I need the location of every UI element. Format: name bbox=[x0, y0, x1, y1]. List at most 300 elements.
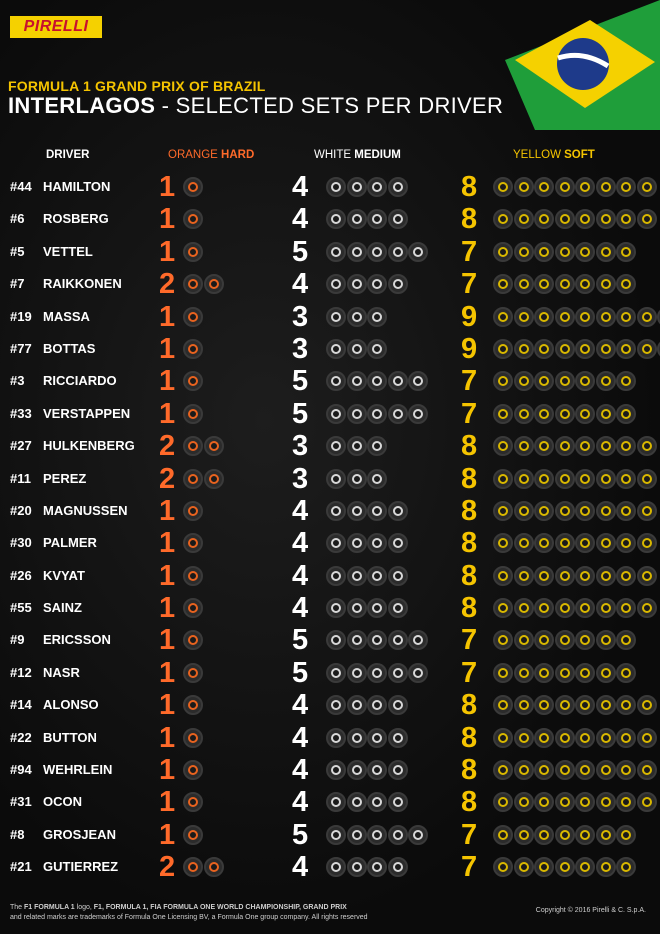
medium-tyre-icon bbox=[388, 404, 408, 424]
soft-count: 7 bbox=[461, 818, 478, 851]
soft-tyre-icon bbox=[493, 242, 513, 262]
hard-tyre-icon bbox=[183, 566, 203, 586]
medium-tyre-icon bbox=[388, 630, 408, 650]
driver-label bbox=[10, 373, 117, 388]
soft-tyre-icon bbox=[493, 566, 513, 586]
medium-tyre-icon bbox=[326, 566, 346, 586]
driver-name: OCON bbox=[43, 794, 82, 810]
hard-tyre-sets bbox=[183, 598, 204, 618]
hard-tyre-sets bbox=[183, 209, 204, 229]
soft-tyre-icon bbox=[596, 242, 616, 262]
pirelli-logo bbox=[10, 16, 102, 38]
hard-count: 1 bbox=[159, 527, 176, 560]
driver-name: PEREZ bbox=[43, 470, 87, 486]
soft-tyre-icon bbox=[616, 209, 636, 229]
soft-tyre-sets bbox=[493, 501, 657, 521]
soft-tyre-icon bbox=[493, 371, 513, 391]
medium-tyre-icon bbox=[408, 630, 428, 650]
column-header-medium bbox=[314, 149, 401, 161]
driver-name: ROSBERG bbox=[43, 211, 109, 227]
hard-tyre-sets bbox=[183, 533, 204, 553]
tm-prefix: The bbox=[10, 904, 25, 911]
soft-tyre-icon bbox=[575, 825, 595, 845]
soft-tyre-icon bbox=[616, 728, 636, 748]
soft-count: 8 bbox=[461, 689, 478, 722]
driver-number: #31 bbox=[10, 794, 32, 810]
medium-tyre-sets bbox=[326, 630, 429, 650]
soft-tyre-icon bbox=[637, 728, 657, 748]
soft-tyre-icon bbox=[555, 177, 575, 197]
medium-tyre-sets bbox=[326, 242, 429, 262]
soft-tyre-icon bbox=[555, 630, 575, 650]
medium-tyre-icon bbox=[347, 371, 367, 391]
medium-tyre-icon bbox=[367, 469, 387, 489]
hard-tyre-sets bbox=[183, 339, 204, 359]
soft-tyre-icon bbox=[596, 177, 616, 197]
driver-number: #22 bbox=[10, 729, 32, 745]
driver-row bbox=[0, 527, 660, 559]
medium-tyre-sets bbox=[326, 307, 388, 327]
driver-label bbox=[10, 211, 109, 226]
soft-tyre-sets bbox=[493, 695, 657, 715]
soft-tyre-icon bbox=[555, 307, 575, 327]
medium-tyre-icon bbox=[326, 307, 346, 327]
soft-tyre-icon bbox=[493, 339, 513, 359]
logo-text: PIRELLI bbox=[23, 18, 89, 35]
driver-row bbox=[0, 268, 660, 300]
medium-tyre-icon bbox=[367, 566, 387, 586]
soft-tyre-icon bbox=[575, 501, 595, 521]
driver-label bbox=[10, 406, 130, 421]
hard-tyre-sets bbox=[183, 663, 204, 683]
medium-tyre-icon bbox=[326, 339, 346, 359]
soft-tyre-icon bbox=[637, 501, 657, 521]
driver-name: HAMILTON bbox=[43, 179, 111, 194]
soft-tyre-icon bbox=[616, 307, 636, 327]
hard-tyre-icon bbox=[183, 857, 203, 877]
hard-count: 1 bbox=[159, 235, 176, 268]
hard-tyre-sets bbox=[183, 501, 204, 521]
medium-tyre-icon bbox=[388, 728, 408, 748]
medium-tyre-icon bbox=[347, 760, 367, 780]
column-header-soft bbox=[513, 149, 595, 161]
driver-label bbox=[10, 341, 95, 356]
soft-tyre-icon bbox=[575, 339, 595, 359]
medium-tyre-icon bbox=[347, 209, 367, 229]
soft-tyre-icon bbox=[534, 760, 554, 780]
driver-label bbox=[10, 568, 85, 583]
soft-tyre-icon bbox=[534, 728, 554, 748]
medium-tyre-sets bbox=[326, 857, 408, 877]
medium-tyre-icon bbox=[388, 242, 408, 262]
medium-tyre-sets bbox=[326, 533, 408, 553]
soft-tyre-icon bbox=[555, 274, 575, 294]
driver-label bbox=[10, 827, 116, 842]
column-header-driver: DRIVER bbox=[46, 149, 90, 161]
soft-tyre-icon bbox=[534, 695, 554, 715]
soft-tyre-icon bbox=[596, 501, 616, 521]
soft-tyre-icon bbox=[493, 209, 513, 229]
driver-number: #21 bbox=[10, 859, 32, 875]
soft-tyre-icon bbox=[575, 663, 595, 683]
hard-count: 1 bbox=[159, 494, 176, 527]
medium-tyre-icon bbox=[347, 469, 367, 489]
medium-tyre-sets bbox=[326, 760, 408, 780]
medium-tyre-icon bbox=[326, 857, 346, 877]
medium-tyre-icon bbox=[367, 501, 387, 521]
medium-tyre-sets bbox=[326, 566, 408, 586]
soft-tyre-icon bbox=[514, 533, 534, 553]
soft-tyre-icon bbox=[575, 274, 595, 294]
soft-tyre-icon bbox=[596, 792, 616, 812]
soft-tyre-icon bbox=[637, 792, 657, 812]
medium-tyre-sets bbox=[326, 469, 388, 489]
medium-prefix: WHITE bbox=[314, 149, 355, 161]
hard-tyre-icon bbox=[183, 177, 203, 197]
soft-tyre-sets bbox=[493, 177, 657, 197]
driver-number: #11 bbox=[10, 470, 31, 486]
soft-tyre-icon bbox=[493, 533, 513, 553]
driver-number: #27 bbox=[10, 438, 32, 454]
driver-name: BOTTAS bbox=[43, 340, 96, 356]
medium-tyre-icon bbox=[326, 792, 346, 812]
medium-tyre-icon bbox=[367, 630, 387, 650]
driver-name: RAIKKONEN bbox=[43, 276, 122, 292]
soft-tyre-sets bbox=[493, 566, 657, 586]
soft-tyre-icon bbox=[555, 404, 575, 424]
hard-count: 2 bbox=[159, 462, 176, 495]
medium-tyre-icon bbox=[388, 274, 408, 294]
soft-tyre-icon bbox=[534, 274, 554, 294]
driver-label bbox=[10, 309, 90, 324]
soft-tyre-icon bbox=[575, 760, 595, 780]
soft-count: 8 bbox=[461, 203, 478, 236]
soft-tyre-icon bbox=[575, 630, 595, 650]
driver-row bbox=[0, 333, 660, 365]
medium-tyre-icon bbox=[408, 242, 428, 262]
medium-count: 4 bbox=[292, 754, 309, 787]
soft-tyre-sets bbox=[493, 274, 637, 294]
soft-tyre-icon bbox=[493, 728, 513, 748]
hard-count: 1 bbox=[159, 171, 176, 203]
soft-tyre-icon bbox=[596, 274, 616, 294]
title-venue: INTERLAGOS bbox=[8, 93, 156, 118]
hard-name: HARD bbox=[221, 149, 255, 161]
driver-number: #44 bbox=[10, 179, 32, 194]
medium-tyre-icon bbox=[326, 371, 346, 391]
driver-name: BUTTON bbox=[43, 729, 97, 745]
soft-tyre-icon bbox=[514, 857, 534, 877]
medium-tyre-icon bbox=[367, 598, 387, 618]
medium-count: 4 bbox=[292, 592, 309, 625]
medium-count: 3 bbox=[292, 462, 309, 495]
soft-tyre-icon bbox=[616, 274, 636, 294]
driver-name: VERSTAPPEN bbox=[43, 405, 131, 421]
soft-tyre-icon bbox=[555, 598, 575, 618]
soft-tyre-icon bbox=[596, 307, 616, 327]
medium-tyre-icon bbox=[326, 760, 346, 780]
medium-tyre-icon bbox=[347, 630, 367, 650]
soft-tyre-sets bbox=[493, 598, 657, 618]
soft-tyre-icon bbox=[596, 825, 616, 845]
medium-count: 4 bbox=[292, 527, 309, 560]
driver-number: #12 bbox=[10, 664, 32, 680]
soft-tyre-icon bbox=[616, 371, 636, 391]
soft-tyre-sets bbox=[493, 242, 637, 262]
medium-tyre-icon bbox=[408, 663, 428, 683]
driver-row bbox=[0, 430, 660, 462]
medium-tyre-icon bbox=[326, 663, 346, 683]
trademark-line-2: and related marks are trademarks of Formula One Licensing BV, a Formula One group company. All rights reserved bbox=[10, 914, 368, 921]
medium-tyre-icon bbox=[367, 533, 387, 553]
soft-count: 8 bbox=[461, 754, 478, 787]
medium-tyre-sets bbox=[326, 177, 408, 197]
soft-tyre-icon bbox=[575, 469, 595, 489]
hard-count: 1 bbox=[159, 721, 176, 754]
tm-bold-1: F1 FORMULA 1 bbox=[24, 904, 75, 911]
soft-tyre-icon bbox=[616, 857, 636, 877]
hard-count: 1 bbox=[159, 397, 176, 430]
hard-tyre-icon bbox=[204, 469, 224, 489]
medium-tyre-sets bbox=[326, 371, 429, 391]
soft-tyre-icon bbox=[637, 695, 657, 715]
medium-tyre-icon bbox=[326, 469, 346, 489]
hard-tyre-icon bbox=[183, 695, 203, 715]
driver-row bbox=[0, 301, 660, 333]
driver-name: SAINZ bbox=[43, 600, 82, 616]
medium-tyre-icon bbox=[367, 857, 387, 877]
soft-count: 8 bbox=[461, 721, 478, 754]
soft-tyre-icon bbox=[555, 566, 575, 586]
soft-tyre-icon bbox=[596, 663, 616, 683]
soft-tyre-icon bbox=[514, 825, 534, 845]
soft-count: 7 bbox=[461, 268, 478, 301]
medium-count: 5 bbox=[292, 397, 309, 430]
tm-bold-2: F1, FORMULA 1, FIA FORMULA ONE WORLD CHAMPIONSHIP, GRAND PRIX bbox=[93, 904, 347, 911]
medium-tyre-icon bbox=[388, 825, 408, 845]
soft-tyre-icon bbox=[555, 695, 575, 715]
soft-count: 8 bbox=[461, 494, 478, 527]
soft-tyre-icon bbox=[534, 469, 554, 489]
soft-tyre-icon bbox=[575, 598, 595, 618]
medium-tyre-icon bbox=[347, 533, 367, 553]
medium-tyre-icon bbox=[326, 825, 346, 845]
soft-tyre-icon bbox=[616, 533, 636, 553]
soft-tyre-icon bbox=[555, 760, 575, 780]
medium-count: 5 bbox=[292, 656, 309, 689]
soft-tyre-icon bbox=[534, 242, 554, 262]
soft-tyre-icon bbox=[534, 436, 554, 456]
driver-name: VETTEL bbox=[43, 243, 93, 259]
soft-tyre-icon bbox=[616, 630, 636, 650]
soft-tyre-icon bbox=[514, 177, 534, 197]
soft-tyre-icon bbox=[596, 209, 616, 229]
medium-tyre-icon bbox=[367, 371, 387, 391]
soft-count: 7 bbox=[461, 656, 478, 689]
medium-tyre-icon bbox=[347, 663, 367, 683]
medium-tyre-icon bbox=[326, 630, 346, 650]
soft-tyre-icon bbox=[575, 404, 595, 424]
soft-tyre-icon bbox=[575, 857, 595, 877]
brazil-flag-icon bbox=[495, 0, 660, 130]
medium-tyre-icon bbox=[388, 598, 408, 618]
soft-tyre-icon bbox=[575, 177, 595, 197]
driver-number: #94 bbox=[10, 762, 32, 778]
driver-number: #8 bbox=[10, 826, 25, 842]
soft-tyre-sets bbox=[493, 371, 637, 391]
medium-tyre-icon bbox=[347, 177, 367, 197]
soft-tyre-icon bbox=[616, 760, 636, 780]
medium-count: 4 bbox=[292, 268, 309, 301]
medium-tyre-sets bbox=[326, 695, 408, 715]
hard-count: 2 bbox=[159, 430, 176, 463]
soft-tyre-icon bbox=[493, 501, 513, 521]
driver-row bbox=[0, 689, 660, 721]
soft-tyre-icon bbox=[555, 371, 575, 391]
soft-prefix: YELLOW bbox=[513, 149, 565, 161]
medium-tyre-icon bbox=[367, 209, 387, 229]
soft-tyre-icon bbox=[555, 825, 575, 845]
medium-tyre-sets bbox=[326, 209, 408, 229]
medium-tyre-icon bbox=[408, 825, 428, 845]
hard-tyre-sets bbox=[183, 307, 204, 327]
hard-count: 2 bbox=[159, 851, 176, 884]
medium-tyre-icon bbox=[367, 404, 387, 424]
soft-tyre-sets bbox=[493, 339, 660, 359]
driver-row bbox=[0, 592, 660, 624]
soft-tyre-icon bbox=[555, 533, 575, 553]
medium-tyre-icon bbox=[388, 533, 408, 553]
soft-tyre-icon bbox=[514, 404, 534, 424]
soft-count: 8 bbox=[461, 171, 478, 203]
soft-count: 9 bbox=[461, 332, 478, 365]
medium-count: 4 bbox=[292, 171, 309, 203]
driver-label bbox=[10, 179, 110, 194]
soft-tyre-icon bbox=[493, 663, 513, 683]
soft-tyre-icon bbox=[514, 501, 534, 521]
medium-count: 4 bbox=[292, 689, 309, 722]
medium-tyre-icon bbox=[326, 242, 346, 262]
driver-row bbox=[0, 203, 660, 235]
soft-tyre-icon bbox=[534, 663, 554, 683]
hard-tyre-sets bbox=[183, 857, 224, 877]
medium-tyre-icon bbox=[326, 728, 346, 748]
driver-label bbox=[10, 276, 122, 291]
hard-count: 1 bbox=[159, 300, 176, 333]
title-rest: - SELECTED SETS PER DRIVER bbox=[155, 93, 504, 118]
soft-tyre-icon bbox=[616, 501, 636, 521]
driver-name: KVYAT bbox=[43, 567, 85, 583]
driver-number: #9 bbox=[10, 632, 25, 648]
hard-tyre-sets bbox=[183, 436, 224, 456]
soft-tyre-icon bbox=[534, 533, 554, 553]
soft-tyre-icon bbox=[555, 501, 575, 521]
soft-name: SOFT bbox=[564, 149, 595, 161]
soft-tyre-icon bbox=[596, 436, 616, 456]
medium-tyre-icon bbox=[388, 792, 408, 812]
column-header-hard bbox=[168, 149, 254, 161]
soft-tyre-icon bbox=[616, 663, 636, 683]
soft-tyre-icon bbox=[616, 339, 636, 359]
soft-tyre-icon bbox=[616, 825, 636, 845]
medium-tyre-icon bbox=[367, 695, 387, 715]
driver-row bbox=[0, 754, 660, 786]
soft-tyre-icon bbox=[616, 469, 636, 489]
driver-name: NASR bbox=[43, 664, 80, 680]
medium-tyre-icon bbox=[388, 566, 408, 586]
soft-tyre-sets bbox=[493, 436, 657, 456]
medium-tyre-icon bbox=[367, 792, 387, 812]
soft-tyre-icon bbox=[637, 760, 657, 780]
driver-label bbox=[10, 762, 112, 777]
soft-tyre-icon bbox=[555, 728, 575, 748]
hard-tyre-sets bbox=[183, 242, 204, 262]
soft-tyre-sets bbox=[493, 825, 637, 845]
soft-tyre-icon bbox=[575, 242, 595, 262]
medium-tyre-icon bbox=[347, 598, 367, 618]
driver-row bbox=[0, 819, 660, 851]
driver-label bbox=[10, 697, 99, 712]
soft-tyre-icon bbox=[514, 209, 534, 229]
medium-tyre-icon bbox=[326, 209, 346, 229]
hard-tyre-icon bbox=[183, 630, 203, 650]
medium-count: 3 bbox=[292, 332, 309, 365]
soft-tyre-icon bbox=[514, 663, 534, 683]
driver-number: #55 bbox=[10, 600, 32, 616]
soft-tyre-icon bbox=[493, 695, 513, 715]
soft-tyre-icon bbox=[534, 598, 554, 618]
soft-tyre-icon bbox=[575, 371, 595, 391]
soft-tyre-icon bbox=[555, 339, 575, 359]
soft-tyre-icon bbox=[493, 436, 513, 456]
driver-row bbox=[0, 171, 660, 203]
soft-tyre-icon bbox=[514, 242, 534, 262]
medium-tyre-icon bbox=[367, 825, 387, 845]
soft-tyre-icon bbox=[596, 598, 616, 618]
soft-tyre-icon bbox=[514, 760, 534, 780]
soft-tyre-icon bbox=[555, 469, 575, 489]
soft-tyre-icon bbox=[637, 339, 657, 359]
soft-tyre-sets bbox=[493, 663, 637, 683]
driver-label bbox=[10, 535, 97, 550]
medium-tyre-icon bbox=[367, 177, 387, 197]
medium-tyre-icon bbox=[347, 339, 367, 359]
medium-tyre-icon bbox=[347, 857, 367, 877]
soft-tyre-icon bbox=[493, 825, 513, 845]
hard-count: 1 bbox=[159, 332, 176, 365]
medium-tyre-icon bbox=[347, 274, 367, 294]
hard-count: 2 bbox=[159, 268, 176, 301]
medium-count: 5 bbox=[292, 365, 309, 398]
driver-label bbox=[10, 471, 86, 486]
soft-tyre-icon bbox=[637, 566, 657, 586]
soft-tyre-icon bbox=[596, 760, 616, 780]
hard-tyre-icon bbox=[183, 792, 203, 812]
soft-count: 9 bbox=[461, 300, 478, 333]
soft-tyre-icon bbox=[534, 371, 554, 391]
driver-row bbox=[0, 657, 660, 689]
soft-tyre-icon bbox=[596, 857, 616, 877]
medium-tyre-icon bbox=[347, 792, 367, 812]
soft-count: 7 bbox=[461, 851, 478, 884]
soft-tyre-icon bbox=[575, 307, 595, 327]
driver-label bbox=[10, 600, 82, 615]
driver-row bbox=[0, 463, 660, 495]
hard-tyre-sets bbox=[183, 566, 204, 586]
soft-tyre-icon bbox=[534, 792, 554, 812]
soft-tyre-icon bbox=[534, 307, 554, 327]
soft-count: 8 bbox=[461, 430, 478, 463]
